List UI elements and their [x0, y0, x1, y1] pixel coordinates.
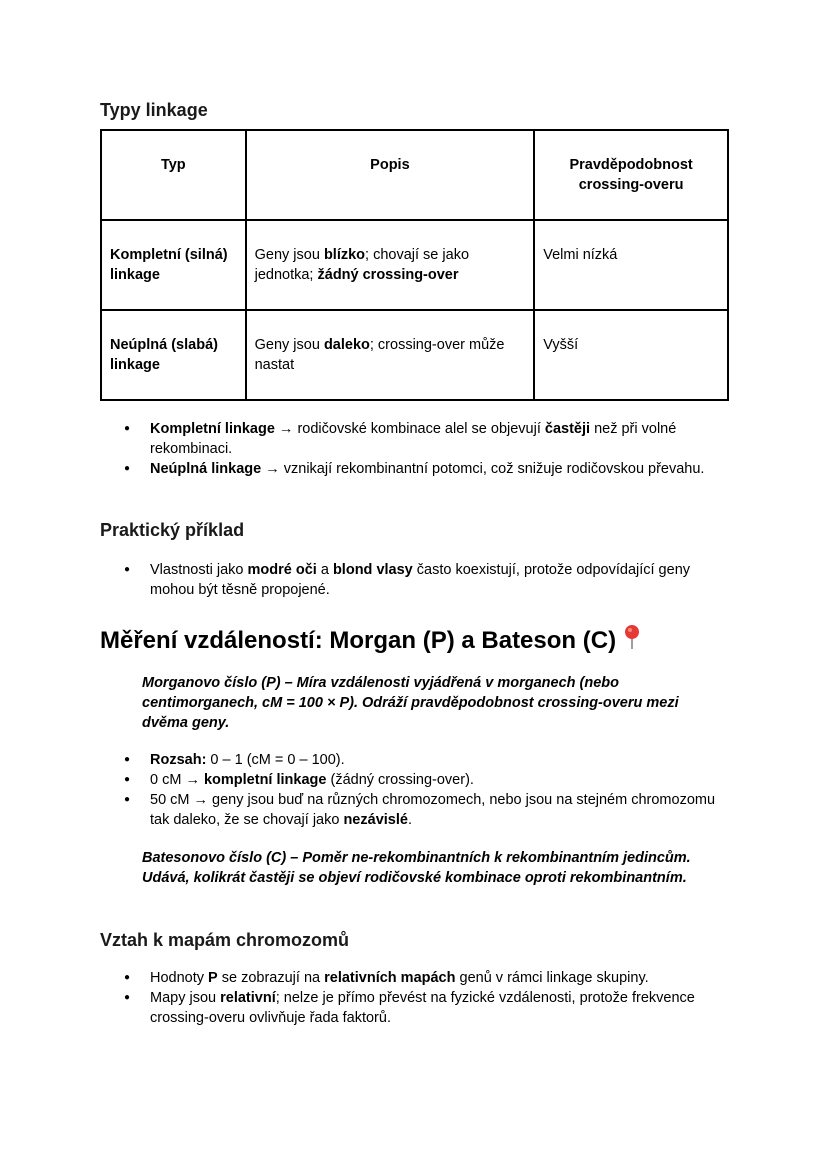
table-header-row: [101, 130, 728, 220]
list-item: ● 50 cM → geny jsou buď na různých chromozomech, nebo jsou na stejném chromozomu tak daleko, že se chovají jako nezávislé.: [100, 790, 730, 830]
table-header-pravdepodobnost: Pravděpodobnost crossing-overu: [534, 130, 728, 220]
table-row: [101, 220, 728, 310]
list-item: ● Mapy jsou relativní; nelze je přímo převést na fyzické vzdálenosti, protože frekvence crossing-overu ovlivňuje řada faktorů.: [100, 988, 740, 1028]
heading-mereni-vzdalenosti: Měření vzdáleností: Morgan (P) a Bateson (C): [100, 625, 642, 655]
maps-bullet-list: [100, 968, 740, 1028]
bateson-definition: Batesonovo číslo (C) – Poměr ne-rekombinantních k rekombinantním jedincům. Udává, kolikrát častěji se objeví rodičovské kombinace oproti rekombinantním.: [142, 850, 691, 886]
heading-typy-linkage: Typy linkage: [100, 100, 208, 120]
table-header-popis: Popis: [246, 130, 535, 220]
table-cell-typ: Kompletní (silná) linkage: [101, 220, 246, 310]
table-cell-pravdepodobnost: Velmi nízká: [534, 220, 728, 310]
heading-vztah-k-mapam: Vztah k mapám chromozomů: [100, 930, 350, 950]
table-cell-popis: Geny jsou blízko; chovají se jako jednotka; žádný crossing-over: [246, 220, 535, 310]
linkage-bullet-list: [100, 419, 720, 479]
round-pushpin-icon: [622, 625, 642, 651]
morgan-definition: Morganovo číslo (P) – Míra vzdálenosti vyjádřená v morganech (nebo centimorganech, cM = 100 × P). Odráží pravděpodobnost crossing-overu mezi dvěma geny.: [142, 675, 679, 731]
list-item: ● Neúplná linkage → vznikají rekombinantní potomci, což snižuje rodičovskou převahu.: [100, 459, 720, 479]
heading-prakticky-priklad: Praktický příklad: [100, 520, 245, 540]
list-item: ● Rozsah: 0 – 1 (cM = 0 – 100).: [100, 750, 730, 770]
table-header-typ: Typ: [101, 130, 246, 220]
list-item: ● Kompletní linkage → rodičovské kombinace alel se objevují častěji než při volné rekombinaci.: [100, 419, 720, 459]
linkage-types-table: [100, 129, 729, 401]
example-bullet-list: [100, 560, 730, 600]
table-cell-typ: Neúplná (slabá) linkage: [101, 310, 246, 400]
list-item: ● Vlastnosti jako modré oči a blond vlasy často koexistují, protože odpovídající geny mohou být těsně propojené.: [100, 560, 730, 600]
table-cell-pravdepodobnost: Vyšší: [534, 310, 728, 400]
list-item: ● 0 cM → kompletní linkage (žádný crossing-over).: [100, 770, 730, 790]
table-cell-popis: Geny jsou daleko; crossing-over může nastat: [246, 310, 535, 400]
table-row: [101, 310, 728, 400]
morgan-bullet-list: [100, 750, 730, 830]
list-item: ● Hodnoty P se zobrazují na relativních mapách genů v rámci linkage skupiny.: [100, 968, 740, 988]
